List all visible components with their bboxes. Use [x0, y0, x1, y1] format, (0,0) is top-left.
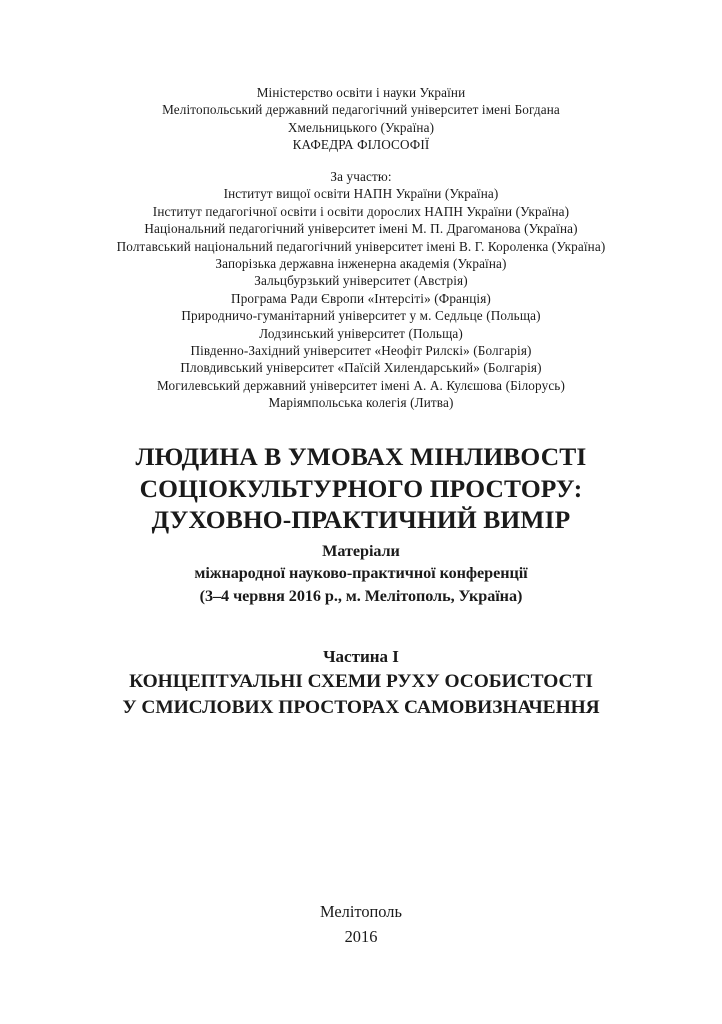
- part-title-line: КОНЦЕПТУАЛЬНІ СХЕМИ РУХУ ОСОБИСТОСТІ: [129, 671, 593, 692]
- participant-institution: Національний педагогічний університет імені М. П. Драгоманова (Україна): [144, 221, 578, 237]
- participant-institution: Інститут вищої освіти НАПН України (Україна): [223, 186, 499, 202]
- participant-institution: Природничо-гуманітарний університет у м. Седльце (Польща): [181, 308, 541, 324]
- conference-type: міжнародної науково-практичної конференції: [194, 564, 528, 583]
- part-heading-block: [0, 645, 722, 720]
- imprint-city: Мелітополь: [320, 902, 402, 921]
- participants-intro: За участю:: [330, 169, 392, 184]
- university-line-2: Хмельницького (Україна): [287, 119, 435, 135]
- page-title-line: ЛЮДИНА В УМОВАХ МІНЛИВОСТІ: [135, 442, 587, 471]
- participants-block: [0, 168, 722, 412]
- participant-institution: Лодзинський університет (Польща): [259, 325, 463, 341]
- ministry-line: Міністерство освіти і науки України: [256, 85, 466, 100]
- materials-label: Матеріали: [322, 542, 400, 560]
- imprint-year: 2016: [344, 926, 378, 946]
- page-title-line: СОЦІОКУЛЬТУРНОГО ПРОСТОРУ:: [139, 473, 583, 503]
- page-title-line: ДУХОВНО-ПРАКТИЧНИЙ ВИМІР: [151, 505, 571, 534]
- conference-date-place: (3–4 червня 2016 р., м. Мелітополь, Україна): [199, 586, 523, 605]
- participant-institution: Програма Ради Європи «Інтерсіті» (Франція): [231, 290, 491, 306]
- participant-institution: Могилевський державний університет імені А. А. Кулєшова (Білорусь): [157, 377, 565, 393]
- part-label: Частина I: [323, 647, 399, 666]
- participant-institution: Полтавський національний педагогічний університет імені В. Г. Короленка (Україна): [116, 238, 606, 254]
- materials-block: [0, 540, 722, 607]
- imprint-block: [0, 900, 722, 949]
- participant-institution: Інститут педагогічної освіти і освіти дорослих НАПН України (Україна): [152, 203, 570, 219]
- participant-institution: Південно-Західний університет «Неофіт Рилскі» (Болгарія): [190, 343, 532, 359]
- organization-header: [0, 84, 722, 154]
- participant-institution: Зальцбурзький університет (Австрія): [254, 273, 468, 289]
- page-title: [0, 441, 722, 536]
- participant-institution: Маріямпольська колегія (Литва): [268, 395, 454, 411]
- participant-institution: Пловдивський університет «Паїсій Хилендарський» (Болгарія): [180, 360, 542, 376]
- department-line: КАФЕДРА ФІЛОСОФІЇ: [292, 137, 430, 153]
- university-line-1: Мелітопольський державний педагогічний університет імені Богдана: [162, 102, 560, 118]
- part-title-line: У СМИСЛОВИХ ПРОСТОРАХ САМОВИЗНАЧЕННЯ: [122, 696, 600, 718]
- participant-institution: Запорізька державна інженерна академія (Україна): [215, 256, 507, 272]
